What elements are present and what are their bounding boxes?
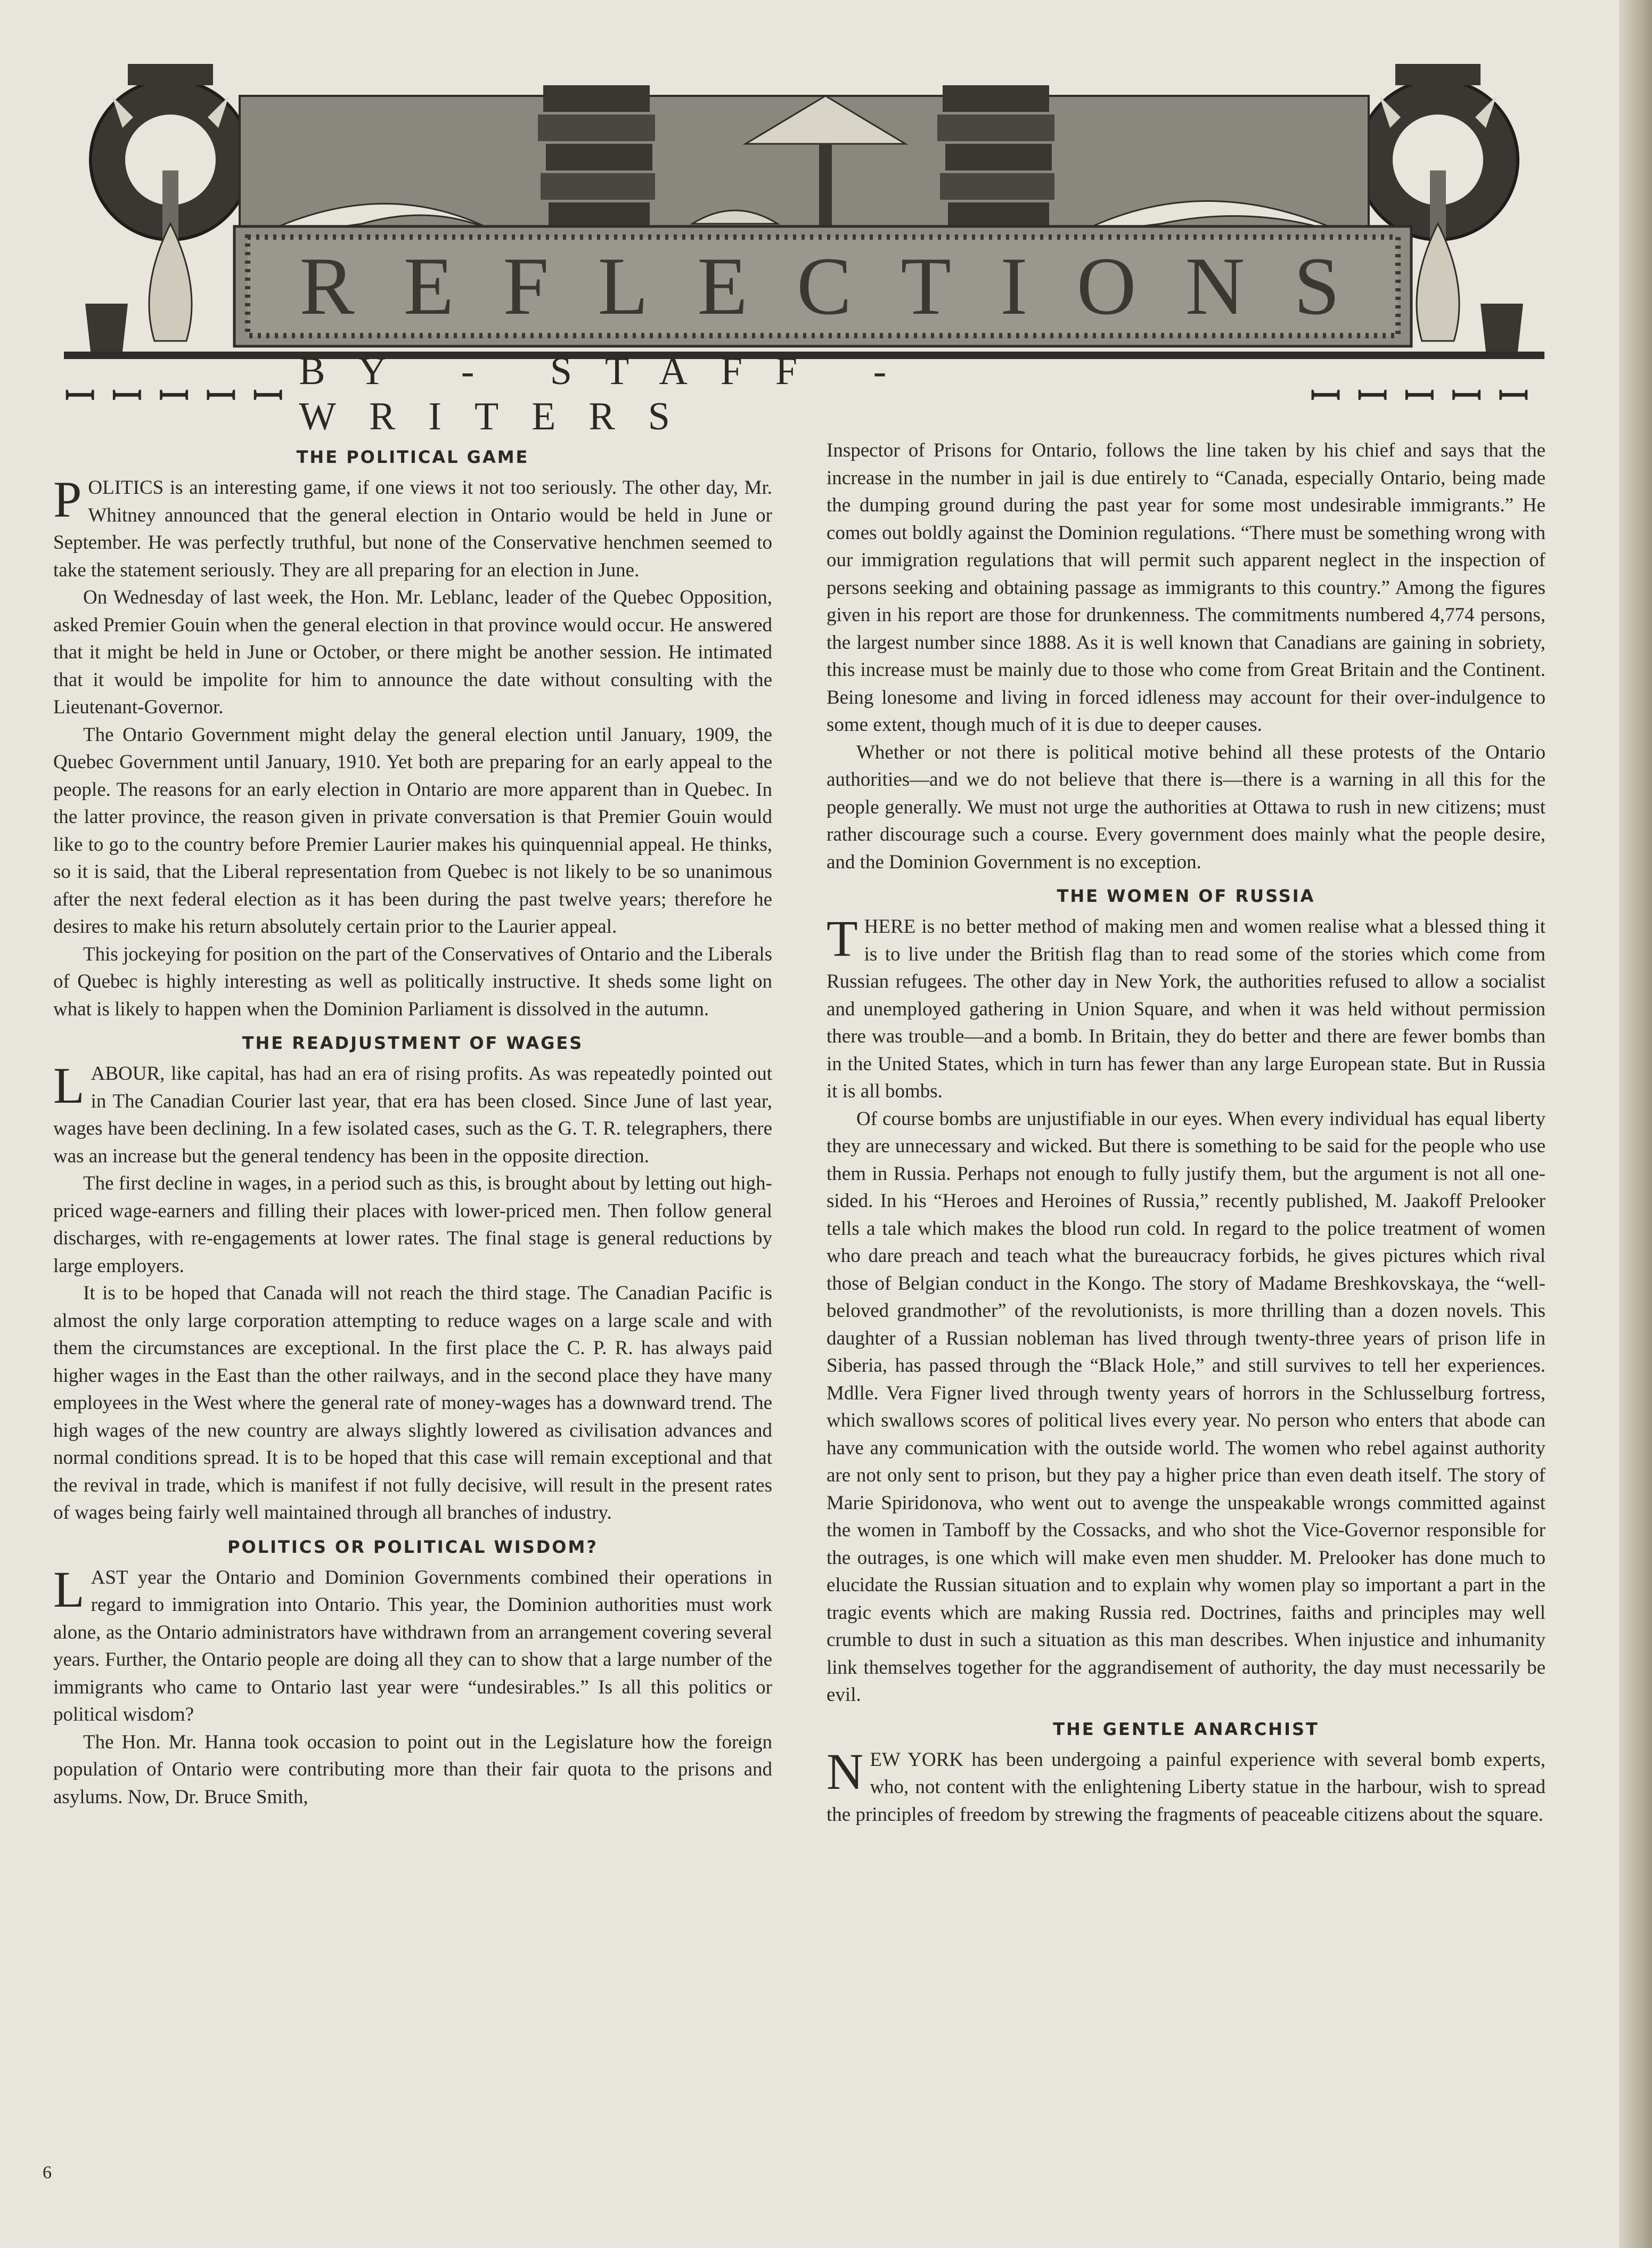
- article-paragraph: Of course bombs are unjustifiable in our eyes. When every individual has equal liberty they are unnecessary and wicked. But there is something to be said for the people who use them in Russia. Perhaps not enough to fully justify them, but the argument is not all one-sided. In his “Heroes and Heroines of Russia,” recently published, M. Jaakoff Prelooker tells a tale which makes the blood run cold. In regard to the police treatment of women who dare preach and teach what the bureaucracy forbids, he gives pictures which rival those of Belgian conduct in the Kongo. The story of Madame Breshkovskaya, the “well-beloved grandmother” of the revolutionists, is more thrilling than a dozen novels. This daughter of a Russian nobleman has lived through twenty-three years of prison life in Siberia, has passed through the “Black Hole,” and still survives to tell her experiences. Mdlle. Vera Figner lived through twenty years of horrors in the Schlusselburg fortress, which swallows scores of political lives every year. No person who enters that abode can have any communication with the outside world. The women who rebel against authority are not only sent to prison, but they pay a higher price than even death itself. The story of Marie Spiridonova, who went out to avenge the unspeakable wrongs committed against the women in Tamboff by the Cossacks, and who shot the Vice-Governor responsible for the outrages, is one which will make even men shudder. M. Prelooker has done much to elucidate the Russian situation and to explain why women play so important a part in the tragic events which are making Russia red. Doctrines, faiths and principles may well crumble to dust in such a situation as this man describes. When injustice and inhumanity link themselves together for the aggrandisement of authority, the day must necessarily be evil.: [827, 1107, 1545, 1706]
- article-paragraph: This jockeying for position on the part of the Conservatives of Ontario and the Liberals of Quebec is highly interesting as well as politically instructive. It sheds some light on what is likely to happen when the Dominion Parliament is dissolved in the autumn.: [53, 943, 772, 1020]
- article-paragraph: LAST year the Ontario and Dominion Governments combined their operations in regard to immigration into Ontario. This year, the Dominion authorities must work alone, as the Ontario administrators have withdrawn from an arrangement covering several years. Further, the Ontario people are doing all they can to show that a large number of the immigrants who came to Ontario last year were “undesirables.” Is all this politics or political wisdom?: [53, 1560, 772, 1725]
- article-paragraph: POLITICS is an interesting game, if one views it not too seriously. The other day, Mr. Whitney announced that the general election in Ontario would be held in June or September. He was perfectly truthful, but none of the Conservative henchmen seemed to take the statement seriously. They are all preparing for an election in June.: [53, 471, 772, 581]
- article-political-wisdom: [53, 1534, 772, 1811]
- article-paragraph: On Wednesday of last week, the Hon. Mr. Leblanc, leader of the Quebec Opposition, asked Premier Gouin when the general election in that province would occur. He answered that it might be held in June or October, or there might be another session. He intimated that it would be impolite for him to announce the date without consulting with the Lieutenant-Governor.: [53, 587, 772, 718]
- article-paragraph: THERE is no better method of making men and women realise what a blessed thing it is to live under the British flag than to read some of the stories which come from Russian refugees. The other day in New York, the authorities refused to allow a socialist and unemployed gathering in Union Square, and when it was held without permission there was trouble—and a bomb. In Britain, they do better and there are fewer bombs than in the United States, which in turn has fewer than any large European state. But in Russia it is all bombs.: [827, 910, 1545, 1102]
- page-edge: [1619, 0, 1652, 2248]
- article-heading: POLITICS OR POLITICAL WISDOM?: [227, 1536, 598, 1557]
- article-political-game: [53, 444, 772, 1023]
- article-heading: THE POLITICAL GAME: [296, 447, 529, 467]
- byline-row: [64, 349, 1544, 438]
- drop-cap: N: [827, 1742, 864, 1800]
- drop-cap: P: [53, 471, 82, 528]
- article-heading: THE READJUSTMENT OF WAGES: [242, 1033, 584, 1053]
- article-paragraph: Inspector of Prisons for Ontario, follows the line taken by his chief and says that the increase in the number in jail is due entirely to “Canada, especially Ontario, being made the dumping ground during the past year for some most undesirable immigrants.” He comes out boldly against the Dominion regulations. “There must be something wrong with our immigration regulations that will permit such apparent neglect in the inspection of persons seeking and obtaining passage as immigrants to this country.” Among the figures given in his report are those for drunkenness. The commitments numbered 4,774 persons, the largest number since 1888. As it is well known that Canadians are gaining in sobriety, this increase must be mainly due to those who come from Great Britain and the Continent. Being lonesome and living in forced idleness may account for their over-indulgence to some extent, though much of it is due to deeper causes.: [827, 439, 1545, 736]
- article-paragraph: The Hon. Mr. Hanna took occasion to point out in the Legislature how the foreign population of Ontario were contributing more than their fair quota to the prisons and asylums. Now, Dr. Bruce Smith,: [53, 1731, 772, 1808]
- byline-text: BY - STAFF - WRITERS: [299, 349, 920, 438]
- left-wreath-icon: [85, 64, 250, 352]
- right-column: [827, 437, 1545, 1828]
- page-title: REFLECTIONS: [299, 240, 1389, 332]
- drop-cap: L: [53, 1560, 85, 1618]
- drop-cap: T: [827, 910, 858, 967]
- page-number: 6: [43, 2163, 52, 2182]
- byline-ornament-right: ꟷꟷꟷꟷꟷ: [1309, 374, 1544, 419]
- article-paragraph: Whether or not there is political motive behind all these protests of the Ontario authorities—and we do not believe that there is—there is a warning in all this for the people generally. We must not urge the authorities at Ottawa to rush in new citizens; must rather discourage such a course. Every government does mainly what the people desire, and the Dominion Government is no exception.: [827, 741, 1545, 873]
- article-heading: THE WOMEN OF RUSSIA: [1057, 886, 1315, 906]
- drop-cap: L: [53, 1057, 85, 1114]
- byline-ornament-left: ꟷꟷꟷꟷꟷ: [64, 374, 299, 419]
- article-readjustment-of-wages: [53, 1030, 772, 1527]
- article-paragraph: NEW YORK has been undergoing a painful experience with several bomb experts, who, not content with the enlightening Liberty statue in the harbour, wish to spread the principles of freedom by strewing the fragments of peaceable citizens about the square.: [827, 1742, 1545, 1826]
- article-heading: THE GENTLE ANARCHIST: [1053, 1718, 1319, 1739]
- article-political-wisdom-continued: [827, 437, 1545, 876]
- article-paragraph: It is to be hoped that Canada will not reach the third stage. The Canadian Pacific is almost the only large corporation attempting to reduce wages on a large scale and with them the circumstances are exceptional. In the first place the C. P. R. has always paid higher wages in the East than the other railways, and in the second place they have many employees in the West where the general rate of money-wages has a downward trend. The high wages of the new country are always slightly lowered as civilisation advances and normal conditions spread. It is to be hoped that this case will remain exceptional and that the revival in trade, which is manifest if not fully decisive, will result in the present rates of wages being fairly well maintained through all branches of industry.: [53, 1282, 772, 1524]
- title-plate: [234, 226, 1411, 346]
- article-paragraph: The first decline in wages, in a period such as this, is brought about by letting out high-priced wage-earners and filling their places with lower-priced men. Then follow general discharges, with re-engagements at lower rates. The final stage is general reductions by large employers.: [53, 1172, 772, 1277]
- reflections-banner: [64, 64, 1544, 362]
- left-column: [53, 437, 772, 1811]
- article-paragraph: The Ontario Government might delay the general election until January, 1909, the Quebec Government until January, 1910. Yet both are preparing for an early appeal to the people. The reasons for an early election in Ontario are more apparent than in Quebec. In the latter province, the reason given in private conversation is that Premier Gouin would like to go to the country before Premier Laurier makes his quinquennial appeal. He thinks, so it is said, that the Liberal representation from Quebec is not likely to be so unanimous after the next federal election as it has been during the past twelve years; therefore he desires to make his return absolutely certain prior to the Laurier appeal.: [53, 723, 772, 938]
- article-women-of-russia: [827, 883, 1545, 1709]
- article-gentle-anarchist: [827, 1716, 1545, 1829]
- article-paragraph: LABOUR, like capital, has had an era of rising profits. As was repeatedly pointed out in The Canadian Courier last year, that era has been closed. Since June of last year, wages have been declining. In a few isolated cases, such as the G. T. R. telegraphers, there was an increase but the general tendency has been in the opposite direction.: [53, 1057, 772, 1167]
